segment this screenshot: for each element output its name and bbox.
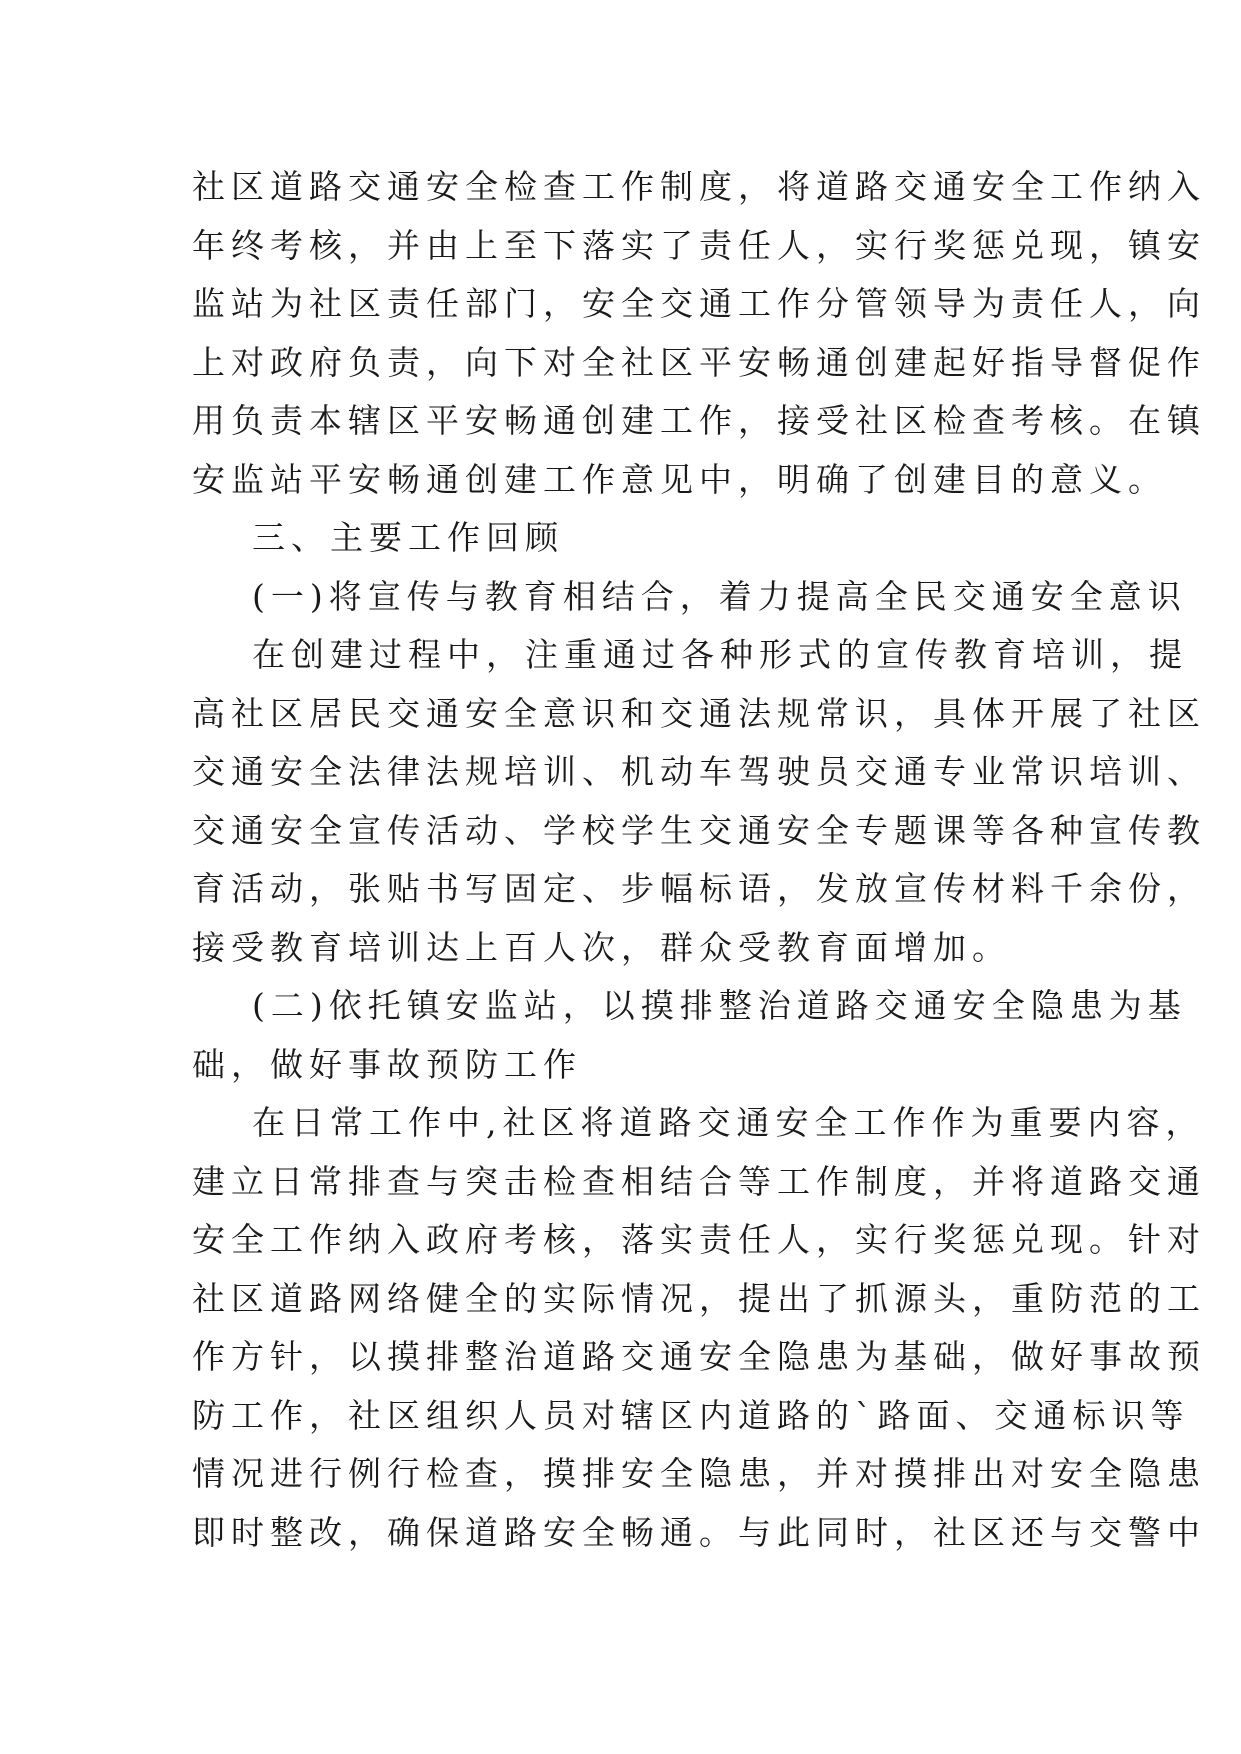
text-line: 上对政府负责，向下对全社区平安畅通创建起好指导督促作 [192, 342, 1206, 382]
document-body [192, 158, 1206, 1562]
text-line: 接受教育培训达上百人次，群众受教育面增加。 [192, 927, 1011, 967]
text-line: 用负责本辖区平安畅通创建工作，接受社区检查考核。在镇 [192, 401, 1206, 440]
text-line: 社区道路网络健全的实际情况，提出了抓源头，重防范的工 [192, 1278, 1206, 1318]
text-line: 情况进行例行检查，摸排安全隐患，并对摸排出对安全隐患 [192, 1454, 1206, 1493]
text-line: 社区道路交通安全检查工作制度，将道路交通安全工作纳入 [192, 167, 1206, 206]
text-line: 安监站平安畅通创建工作意见中，明确了创建目的意义。 [192, 459, 1167, 499]
subsection-heading: (一)将宣传与教育相结合，着力提高全民交通安全意识 [252, 576, 1187, 616]
text-line: 育活动，张贴书写固定、步幅标语，发放宣传材料千余份， [192, 869, 1206, 908]
text-line: 高社区居民交通安全意识和交通法规常识，具体开展了社区 [192, 693, 1206, 733]
text-line: 交通安全宣传活动、学校学生交通安全专题课等各种宣传教 [192, 810, 1206, 850]
text-line: 防工作，社区组织人员对辖区内道路的`路面、交通标识等 [192, 1395, 1190, 1435]
text-line: 即时整改，确保道路安全畅通。与此同时，社区还与交警中 [192, 1512, 1206, 1552]
text-line: 作方针，以摸排整治道路交通安全隐患为基础，做好事故预 [192, 1337, 1206, 1376]
subsection-heading: (二)依托镇安监站，以摸排整治道路交通安全隐患为基 [252, 986, 1187, 1025]
section-heading: 三、主要工作回顾 [252, 518, 564, 557]
text-line: 监站为社区责任部门，安全交通工作分管领导为责任人，向 [192, 284, 1206, 323]
paragraph-first-line: 在日常工作中,社区将道路交通安全工作作为重要内容， [252, 1103, 1205, 1142]
text-line: 建立日常排查与突击检查相结合等工作制度，并将道路交通 [192, 1161, 1206, 1201]
paragraph-first-line: 在创建过程中，注重通过各种形式的宣传教育培训，提 [252, 635, 1188, 674]
text-line: 交通安全法律法规培训、机动车驾驶员交通专业常识培训、 [192, 752, 1206, 791]
subsection-heading-continued: 础，做好事故预防工作 [192, 1044, 582, 1084]
text-line: 安全工作纳入政府考核，落实责任人，实行奖惩兑现。针对 [192, 1220, 1206, 1259]
text-line: 年终考核，并由上至下落实了责任人，实行奖惩兑现，镇安 [192, 225, 1206, 265]
